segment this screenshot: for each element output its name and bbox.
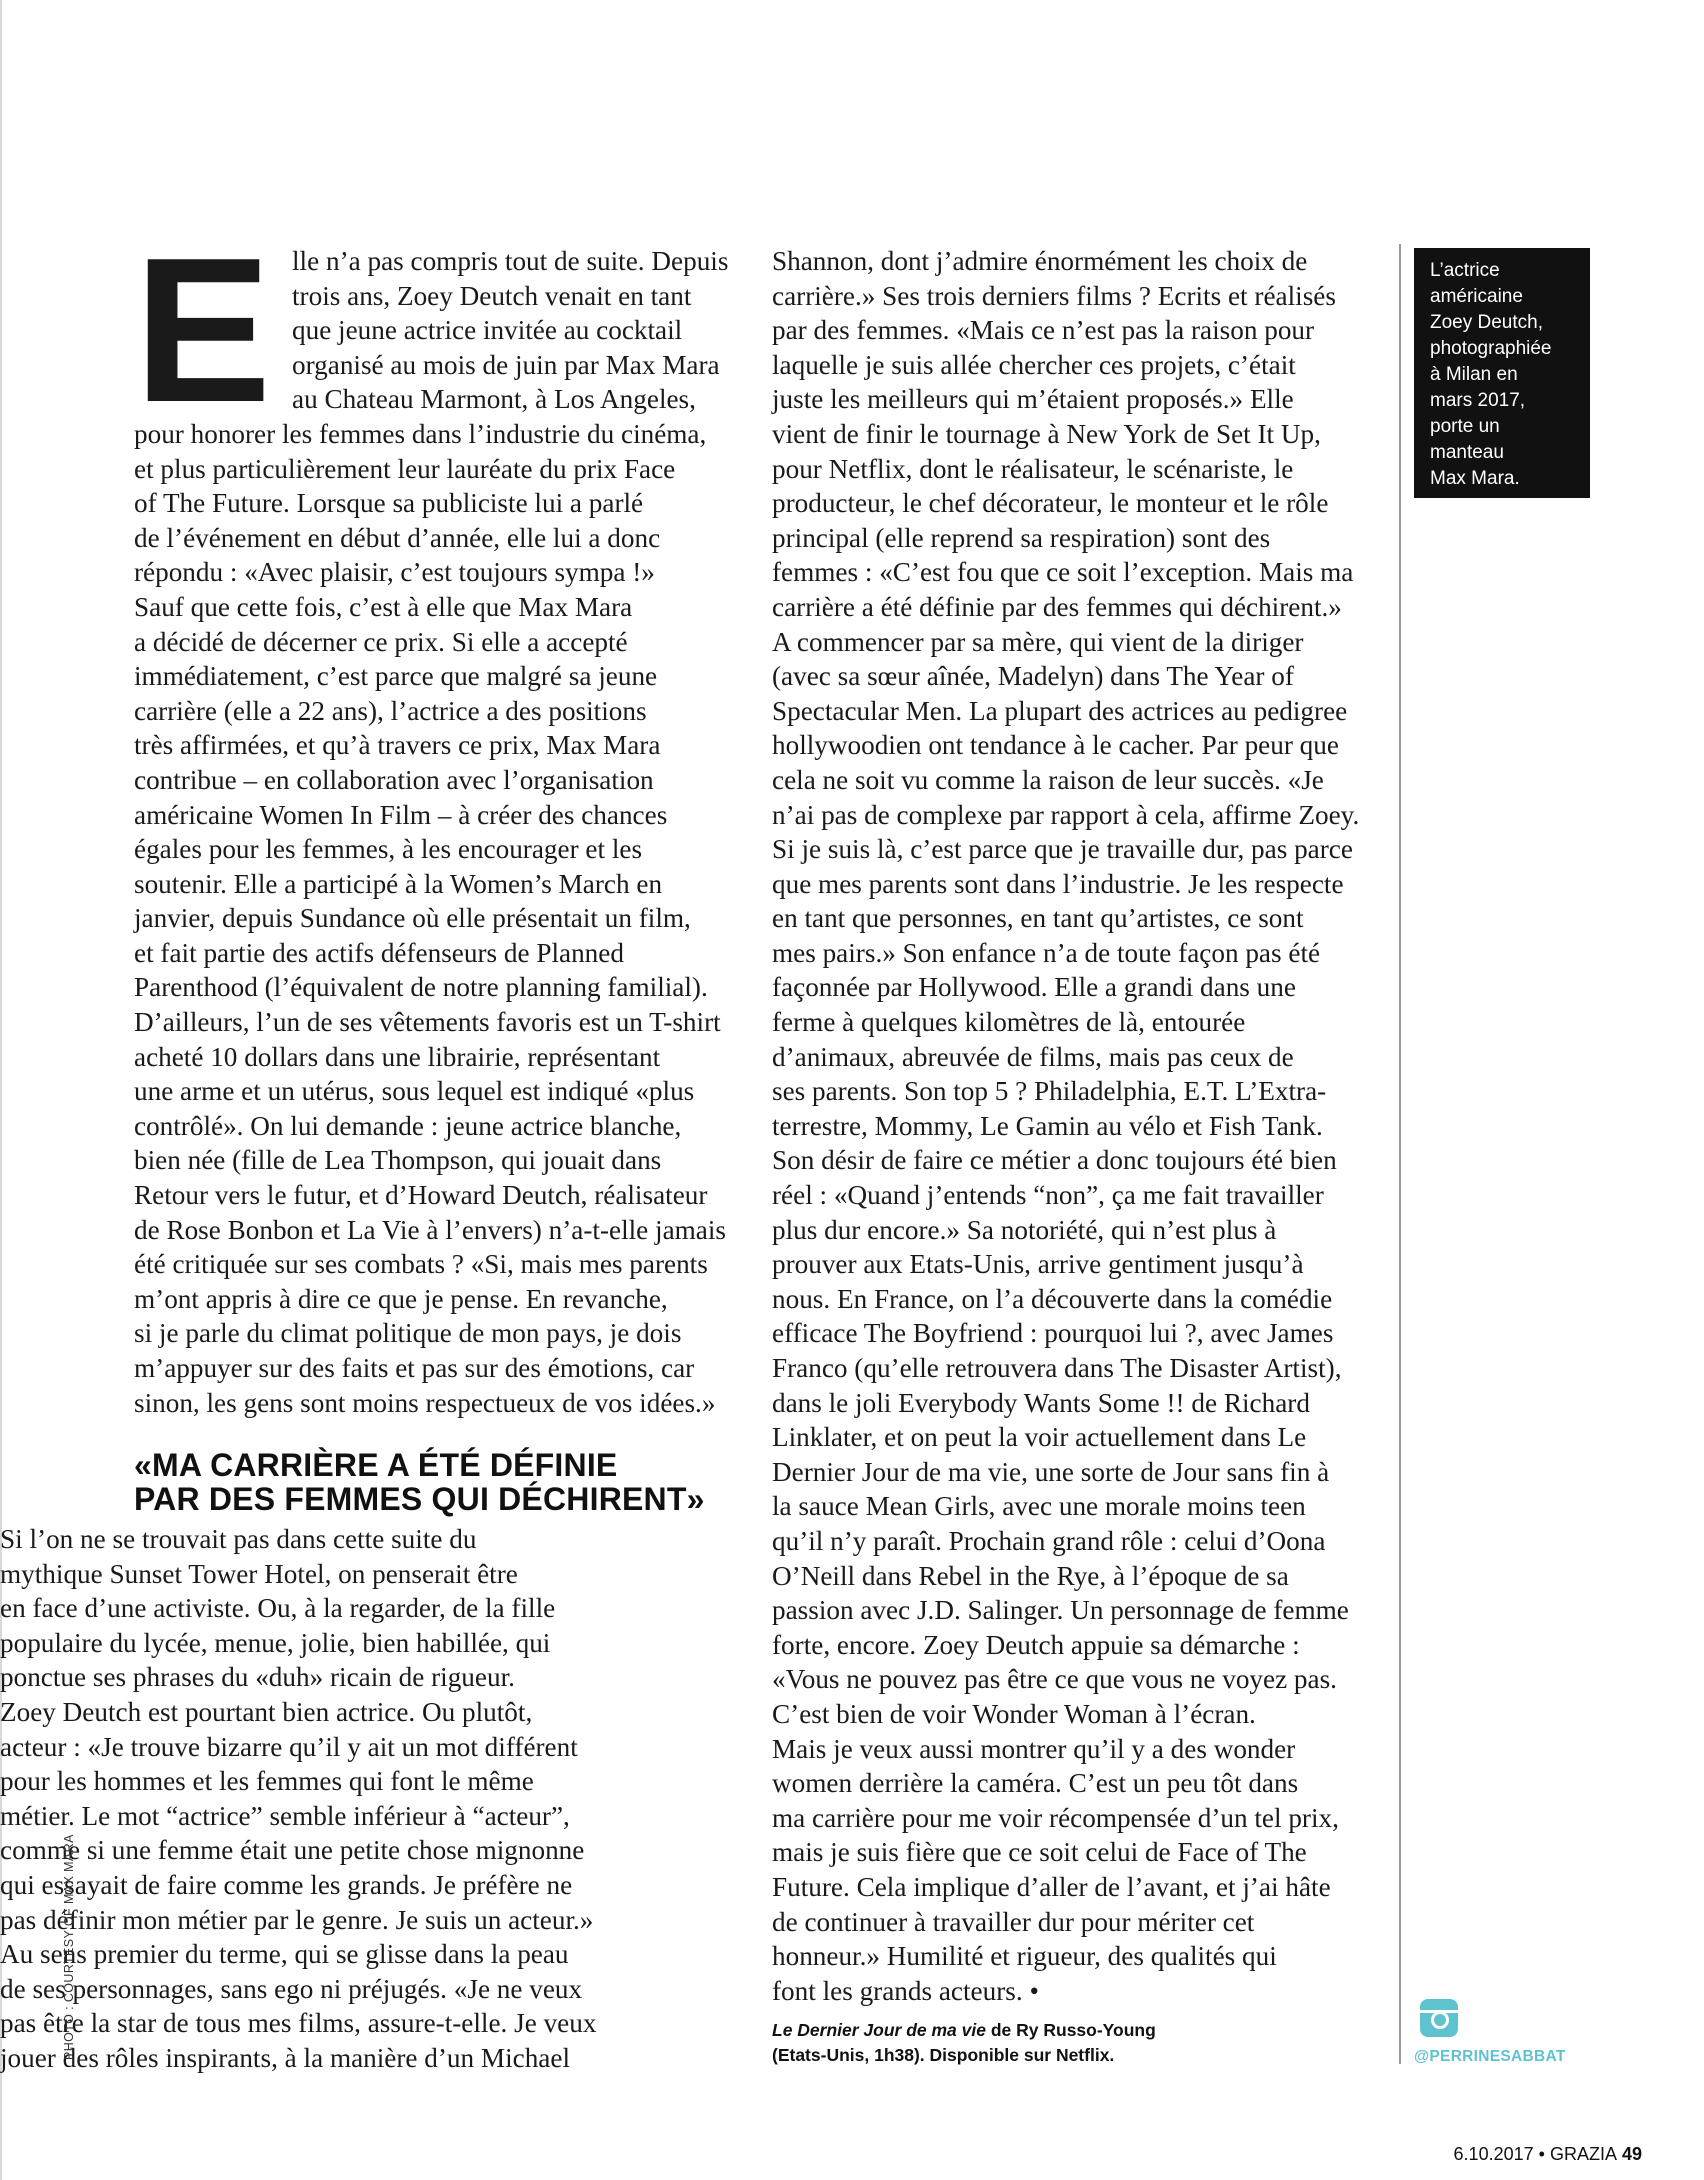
- text-line: C’est bien de voir Wonder Woman à l’écran.: [772, 1698, 1256, 1729]
- text-line: de continuer à travailler dur pour mériter cet: [772, 1906, 1255, 1937]
- article-column-1: [134, 244, 729, 1420]
- text-line: cela ne soit vu comme la raison de leur succès. «Je: [772, 764, 1324, 795]
- film-title: Le Dernier Jour de ma vie: [772, 2020, 986, 2040]
- text-line: pour Netflix, dont le réalisateur, le scénariste, le: [772, 453, 1294, 484]
- caption-line: Zoey Deutch,: [1430, 312, 1543, 333]
- caption-line: porte un: [1430, 416, 1500, 437]
- text-line: acteur : «Je trouve bizarre qu’il y ait un mot différent: [0, 1731, 578, 1762]
- text-line: comme si une femme était une petite chose mignonne: [0, 1835, 585, 1866]
- text-line: forte, encore. Zoey Deutch appuie sa démarche :: [772, 1629, 1300, 1660]
- text-line: soutenir. Elle a participé à la Women’s March en: [134, 868, 663, 899]
- text-line: D’ailleurs, l’un de ses vêtements favoris est un T-shirt: [134, 1007, 721, 1038]
- text-line: pas être la star de tous mes films, assure-t-elle. Je veux: [0, 2008, 597, 2039]
- text-line: Sauf que cette fois, c’est à elle que Max Mara: [134, 591, 633, 622]
- text-line: Linklater, et on peut la voir actuellement dans Le: [772, 1422, 1307, 1453]
- text-line: principal (elle reprend sa respiration) sont des: [772, 522, 1271, 553]
- text-line: producteur, le chef décorateur, le monteur et le rôle: [772, 488, 1329, 519]
- text-line: carrière.» Ses trois derniers films ? Ecrits et réalisés: [772, 280, 1336, 311]
- text-line: contribue – en collaboration avec l’organisation: [134, 764, 654, 795]
- text-line: la sauce Mean Girls, avec une morale moins teen: [772, 1491, 1306, 1522]
- text-line: bien née (fille de Lea Thompson, qui jouait dans: [134, 1145, 662, 1176]
- text-line: que mes parents sont dans l’industrie. Je les respecte: [772, 868, 1344, 899]
- film-details: (Etats-Unis, 1h38). Disponible sur Netflix.: [772, 2045, 1115, 2065]
- text-line: Shannon, dont j’admire énormément les choix de: [772, 246, 1308, 276]
- caption-line: américaine: [1430, 286, 1523, 307]
- text-line: Future. Cela implique d’aller de l’avant, et j’ai hâte: [772, 1871, 1331, 1902]
- text-line: acheté 10 dollars dans une librairie, représentant: [134, 1041, 661, 1072]
- caption-line: L’actrice: [1430, 260, 1500, 281]
- text-line: façonnée par Hollywood. Elle a grandi dans une: [772, 972, 1296, 1003]
- text-line: honneur.» Humilité et rigueur, des qualités qui: [772, 1941, 1277, 1972]
- text-line: femmes : «C’est fou que ce soit l’exception. Mais ma: [772, 557, 1354, 588]
- text-line: en tant que personnes, en tant qu’artistes, ce sont: [772, 903, 1304, 934]
- text-line: hollywoodien ont tendance à le cacher. Par peur que: [772, 730, 1339, 761]
- heading-line: PAR DES FEMMES QUI DÉCHIRENT»: [134, 1481, 705, 1517]
- photo-caption: [1414, 248, 1590, 498]
- heading-line: «MA CARRIÈRE A ÉTÉ DÉFINIE: [134, 1447, 618, 1483]
- text-line: font les grands acteurs. •: [772, 1975, 1039, 2006]
- text-line: Mais je veux aussi montrer qu’il y a des wonder: [772, 1733, 1296, 1764]
- film-director: de Ry Russo-Young: [985, 2020, 1156, 2040]
- article-column-2: [772, 244, 1378, 2008]
- text-line: Parenthood (l’équivalent de notre planning familial).: [134, 972, 708, 1003]
- text-line: janvier, depuis Sundance où elle présentait un film,: [134, 903, 691, 934]
- text-line: ferme à quelques kilomètres de là, entourée: [772, 1007, 1246, 1038]
- text-line: m’appuyer sur des faits et pas sur des émotions, car: [134, 1353, 695, 1383]
- text-line: de l’événement en début d’année, elle lui a donc: [134, 522, 661, 553]
- caption-line: photographiée: [1430, 338, 1552, 359]
- text-line: Son désir de faire ce métier a donc toujours été bien: [772, 1145, 1337, 1176]
- text-line: O’Neill dans Rebel in the Rye, à l’époque de sa: [772, 1560, 1289, 1591]
- text-line: métier. Le mot “actrice” semble inférieur à “acteur”,: [0, 1800, 570, 1831]
- text-line: si je parle du climat politique de mon pays, je dois: [134, 1318, 682, 1349]
- text-line: efficace The Boyfriend : pourquoi lui ?, avec James: [772, 1318, 1334, 1349]
- text-line: of The Future. Lorsque sa publiciste lui a parlé: [134, 488, 644, 519]
- text-line: que jeune actrice invitée au cocktail: [292, 315, 683, 346]
- text-line: terrestre, Mommy, Le Gamin au vélo et Fish Tank.: [772, 1110, 1323, 1141]
- text-line: prouver aux Etats-Unis, arrive gentiment jusqu’à: [772, 1249, 1304, 1280]
- text-line: très affirmées, et qu’à travers ce prix, Max Mara: [134, 730, 661, 761]
- text-line: trois ans, Zoey Deutch venait en tant: [292, 280, 692, 311]
- issue-date: 6.10.2017: [1453, 2144, 1534, 2164]
- text-line: carrière a été définie par des femmes qui déchirent.»: [772, 591, 1342, 622]
- text-line: women derrière la caméra. C’est un peu tôt dans: [772, 1768, 1299, 1799]
- text-line: ses parents. Son top 5 ? Philadelphia, E.T. L’Extra-: [772, 1076, 1327, 1107]
- text-line: carrière (elle a 22 ans), l’actrice a des positions: [134, 695, 647, 726]
- column-divider: [1399, 244, 1401, 2064]
- text-line: une arme et un utérus, sous lequel est indiqué «plus: [134, 1076, 695, 1107]
- text-line: passion avec J.D. Salinger. Un personnage de femme: [772, 1595, 1349, 1626]
- text-line: mais je suis fière que ce soit celui de Face of The: [772, 1837, 1307, 1868]
- text-line: réel : «Quand j’entends “non”, ça me fait travailler: [772, 1180, 1324, 1211]
- caption-line: Max Mara.: [1430, 468, 1520, 489]
- text-line: a décidé de décerner ce prix. Si elle a accepté: [134, 626, 628, 657]
- text-line: Dernier Jour de ma vie, une sorte de Jour sans fin à: [772, 1456, 1330, 1487]
- text-line: plus dur encore.» Sa notoriété, qui n’est plus à: [772, 1214, 1277, 1245]
- text-line: égales pour les femmes, à les encourager et les: [134, 834, 643, 865]
- text-line: laquelle je suis allée chercher ces projets, c’était: [772, 349, 1296, 380]
- text-line: américaine Women In Film – à créer des chances: [134, 799, 668, 830]
- text-line: Au sens premier du terme, qui se glisse dans la peau: [0, 1939, 569, 1970]
- text-line: A commencer par sa mère, qui vient de la diriger: [772, 626, 1304, 657]
- text-line: sinon, les gens sont moins respectueux de vos idées.»: [134, 1387, 716, 1418]
- text-line: par des femmes. «Mais ce n’est pas la raison pour: [772, 315, 1315, 346]
- text-line: «Vous ne pouvez pas être ce que vous ne voyez pas.: [772, 1664, 1337, 1695]
- text-line: pour honorer les femmes dans l’industrie du cinéma,: [134, 418, 707, 449]
- text-line: juste les meilleurs qui m’étaient proposés.» Elle: [772, 384, 1294, 415]
- text-line: lle n’a pas compris tout de suite. Depuis: [292, 246, 729, 276]
- text-line: vient de finir le tournage à New York de Set It Up,: [772, 418, 1321, 449]
- page-number: 49: [1621, 2144, 1642, 2164]
- text-line: qu’il n’y paraît. Prochain grand rôle : celui d’Oona: [772, 1525, 1326, 1556]
- text-line: jouer des rôles inspirants, à la manière d’un Michael: [0, 2042, 570, 2073]
- folio-separator: •: [1533, 2144, 1550, 2164]
- text-line: ma carrière pour me voir récompensée d’un tel prix,: [772, 1802, 1339, 1833]
- text-line: immédiatement, c’est parce que malgré sa jeune: [134, 661, 658, 692]
- text-line: Spectacular Men. La plupart des actrices au pedigree: [772, 695, 1348, 726]
- text-line: nous. En France, on l’a découverte dans la comédie: [772, 1283, 1333, 1314]
- intro-paragraph: [134, 244, 729, 1420]
- text-line: contrôlé». On lui demande : jeune actrice blanche,: [134, 1110, 682, 1141]
- text-line: Si l’on ne se trouvait pas dans cette suite du: [0, 1524, 477, 1554]
- instagram-handle[interactable]: @PERRINESABBAT: [1414, 2048, 1566, 2065]
- text-line: organisé au mois de juin par Max Mara: [292, 349, 720, 380]
- text-line: qui essayait de faire comme les grands. Je préfère ne: [0, 1869, 573, 1900]
- photo-credit: PHOTO : COURTESY OF MAX MARA: [62, 1834, 76, 2060]
- text-line: ponctue ses phrases du «duh» ricain de rigueur.: [0, 1662, 515, 1693]
- text-line: pas définir mon métier par le genre. Je suis un acteur.»: [0, 1904, 594, 1935]
- text-line: n’ai pas de complexe par rapport à cela, affirme Zoey.: [772, 799, 1360, 830]
- text-line: Zoey Deutch est pourtant bien actrice. Ou plutôt,: [0, 1696, 533, 1727]
- film-credit: [772, 2018, 1372, 2068]
- text-line: d’animaux, abreuvée de films, mais pas ceux de: [772, 1041, 1294, 1072]
- text-line: Franco (qu’elle retrouvera dans The Disaster Artist),: [772, 1353, 1342, 1383]
- text-line: répondu : «Avec plaisir, c’est toujours sympa !»: [134, 557, 655, 588]
- caption-line: à Milan en: [1430, 364, 1518, 385]
- section-heading: [134, 1448, 734, 1516]
- text-line: mythique Sunset Tower Hotel, on penserait être: [0, 1558, 518, 1589]
- text-line: (avec sa sœur aînée, Madelyn) dans The Year of: [772, 661, 1294, 692]
- text-line: m’ont appris à dire ce que je pense. En revanche,: [134, 1283, 668, 1314]
- text-line: été critiquée sur ses combats ? «Si, mais mes parents: [134, 1249, 708, 1280]
- page-folio: [1410, 2144, 1642, 2165]
- text-line: populaire du lycée, menue, jolie, bien habillée, qui: [0, 1627, 551, 1658]
- article-column-1-continued: [0, 1522, 596, 2076]
- text-line: Retour vers le futur, et d’Howard Deutch, réalisateur: [134, 1180, 708, 1211]
- text-line: dans le joli Everybody Wants Some !! de Richard: [772, 1387, 1310, 1418]
- text-line: mes pairs.» Son enfance n’a de toute façon pas été: [772, 937, 1321, 968]
- text-line: en face d’une activiste. Ou, à la regarder, de la fille: [0, 1593, 556, 1624]
- drop-cap: E: [134, 246, 272, 414]
- text-line: de ses personnages, sans ego ni préjugés. «Je ne veux: [0, 1973, 583, 2004]
- caption-line: manteau: [1430, 442, 1504, 463]
- text-line: et fait partie des actifs défenseurs de Planned: [134, 937, 624, 968]
- text-line: pour les hommes et les femmes qui font le même: [0, 1766, 534, 1797]
- text-line: au Chateau Marmont, à Los Angeles,: [292, 384, 696, 415]
- caption-line: mars 2017,: [1430, 390, 1526, 411]
- instagram-icon[interactable]: [1420, 1999, 1458, 2037]
- text-line: de Rose Bonbon et La Vie à l’envers) n’a-t-elle jamais: [134, 1214, 727, 1245]
- magazine-name: GRAZIA: [1549, 2144, 1617, 2164]
- text-line: Si je suis là, c’est parce que je travaille dur, pas parce: [772, 834, 1353, 865]
- text-line: et plus particulièrement leur lauréate du prix Face: [134, 453, 676, 484]
